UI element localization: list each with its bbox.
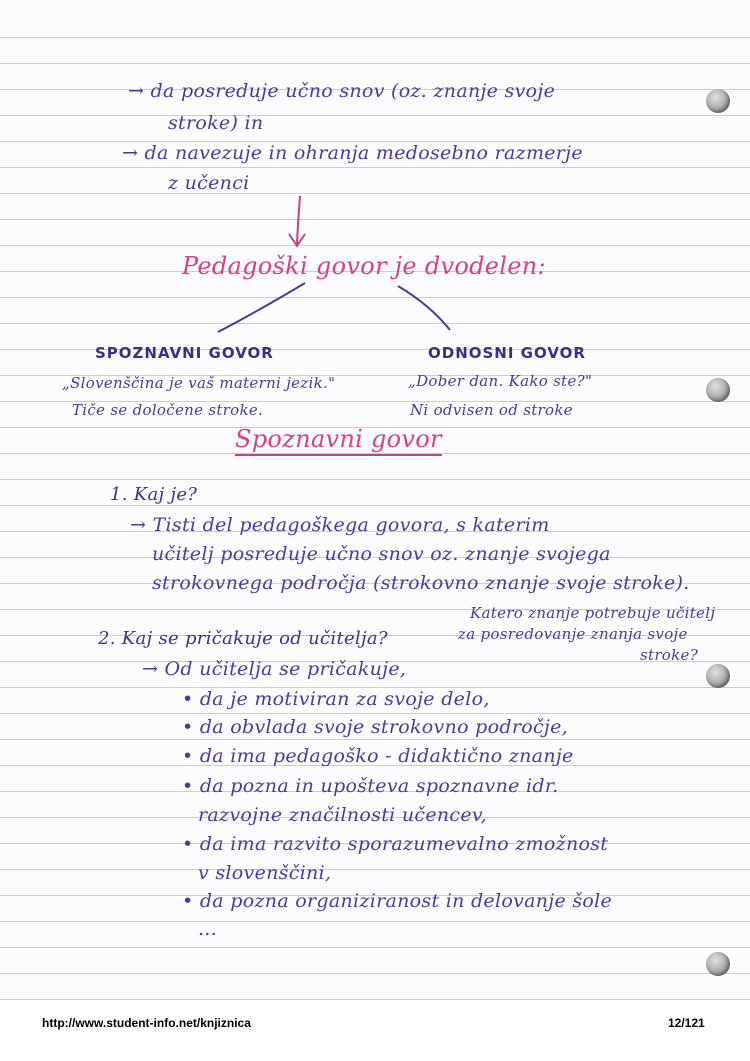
bullet-item: • da pozna organiziranost in delovanje šole <box>182 890 613 912</box>
side-note-line: za posredovanje znanja svoje <box>458 625 688 643</box>
answer-2-intro: → Od učitelja se pričakuje, <box>142 658 407 680</box>
bullet-item: • da je motiviran za svoje delo, <box>182 688 490 710</box>
bullet-item: • da ima razvito sporazumevalno zmožnost <box>182 833 609 855</box>
diagram-heading: Pedagoški govor je dvodelen: <box>182 252 546 280</box>
answer-1-line: učitelj posreduje učno snov oz. znanje svojega <box>152 543 611 565</box>
left-branch-note: Tiče se določene stroke. <box>72 401 264 419</box>
footer-page-number: 12/121 <box>668 1016 705 1030</box>
bullet-item: • da ima pedagoško - didaktično znanje <box>182 745 574 767</box>
right-branch-example: „Dober dan. Kako ste?" <box>408 372 593 390</box>
bullet-item: v slovenščini, <box>198 862 332 884</box>
left-branch-example: „Slovenščina je vaš materni jezik." <box>62 374 336 392</box>
right-branch-title: ODNOSNI GOVOR <box>428 344 586 362</box>
side-note-line: Katero znanje potrebuje učitelj <box>470 604 716 622</box>
question-1: 1. Kaj je? <box>110 484 198 505</box>
note-line-1: → da posreduje učno snov (oz. znanje svoje <box>128 80 556 102</box>
right-branch-note: Ni odvisen od stroke <box>410 401 573 419</box>
answer-1-line: → Tisti del pedagoškega govora, s katerim <box>130 514 550 536</box>
bullet-item: ... <box>198 918 218 940</box>
note-line-3: → da navezuje in ohranja medosebno razmerje <box>122 142 583 164</box>
footer-url: http://www.student-info.net/knjiznica <box>42 1016 251 1030</box>
bullet-item: razvojne značilnosti učencev, <box>198 804 488 826</box>
left-branch-title: SPOZNAVNI GOVOR <box>95 344 274 362</box>
note-line-2: stroke) in <box>168 112 264 134</box>
bullet-item: • da pozna in upošteva spoznavne idr. <box>182 775 559 797</box>
side-note-line: stroke? <box>640 646 699 664</box>
note-line-4: z učenci <box>168 172 250 194</box>
answer-1-line: strokovnega področja (strokovno znanje svoje stroke). <box>152 572 690 594</box>
question-2: 2. Kaj se pričakuje od učitelja? <box>98 628 388 649</box>
bullet-item: • da obvlada svoje strokovno področje, <box>182 716 568 738</box>
section-title: Spoznavni govor <box>235 425 442 456</box>
